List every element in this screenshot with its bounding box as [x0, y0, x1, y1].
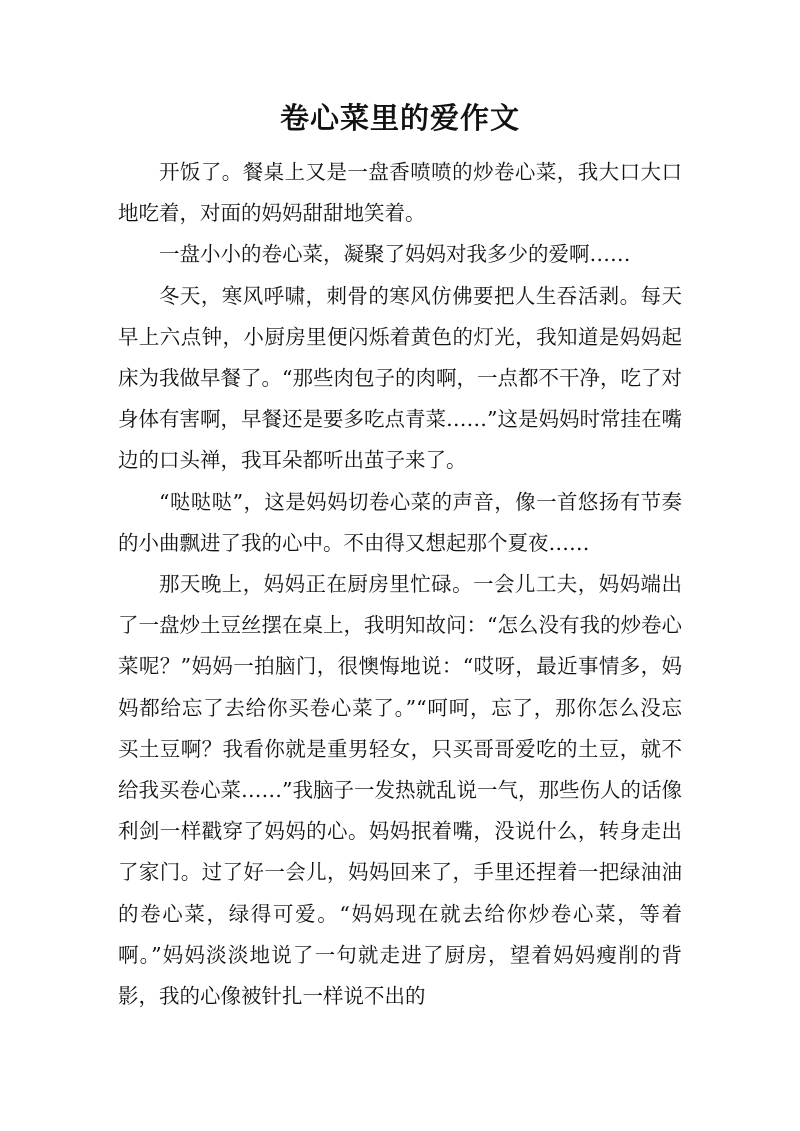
paragraph: “哒哒哒”，这是妈妈切卷心菜的声音，像一首悠扬有节奏的小曲飘进了我的心中。不由得又想起那个夏夜…… — [118, 489, 682, 555]
paragraph: 那天晚上，妈妈正在厨房里忙碌。一会儿工夫，妈妈端出了一盘炒土豆丝摆在桌上，我明知故问：“怎么没有我的炒卷心菜呢？”妈妈一拍脑门，很懊悔地说：“哎呀，最近事情多，妈妈都给忘了去给你买卷心菜了。”“呵呵，忘了，那你怎么没忘买土豆啊？我看你就是重男轻女，只买哥哥爱吃的土豆，就不给我买卷心菜……”我脑子一发热就乱说一气，那些伤人的话像利剑一样戳穿了妈妈的心。妈妈抿着嘴，没说什么，转身走出了家门。过了好一会儿，妈妈回来了，手里还捏着一把绿油油的卷心菜，绿得可爱。“妈妈现在就去给你炒卷心菜，等着啊。”妈妈淡淡地说了一句就走进了厨房，望着妈妈瘦削的背影，我的心像被针扎一样说不出的 — [118, 572, 682, 1009]
document-title: 卷心菜里的爱作文 — [279, 101, 520, 135]
paragraph: 开饭了。餐桌上又是一盘香喷喷的炒卷心菜，我大口大口地吃着，对面的妈妈甜甜地笑着。 — [118, 160, 682, 226]
paragraph: 冬天，寒风呼啸，刺骨的寒风仿佛要把人生吞活剥。每天早上六点钟，小厨房里便闪烁着黄色的灯光，我知道是妈妈起床为我做早餐了。“那些肉包子的肉啊，一点都不干净，吃了对身体有害啊，早餐还是要多吃点青菜……”这是妈妈时常挂在嘴边的口头禅，我耳朵都听出茧子来了。 — [118, 283, 682, 473]
paragraph: 一盘小小的卷心菜，凝聚了妈妈对我多少的爱啊…… — [159, 242, 631, 267]
document-body — [118, 152, 682, 1017]
